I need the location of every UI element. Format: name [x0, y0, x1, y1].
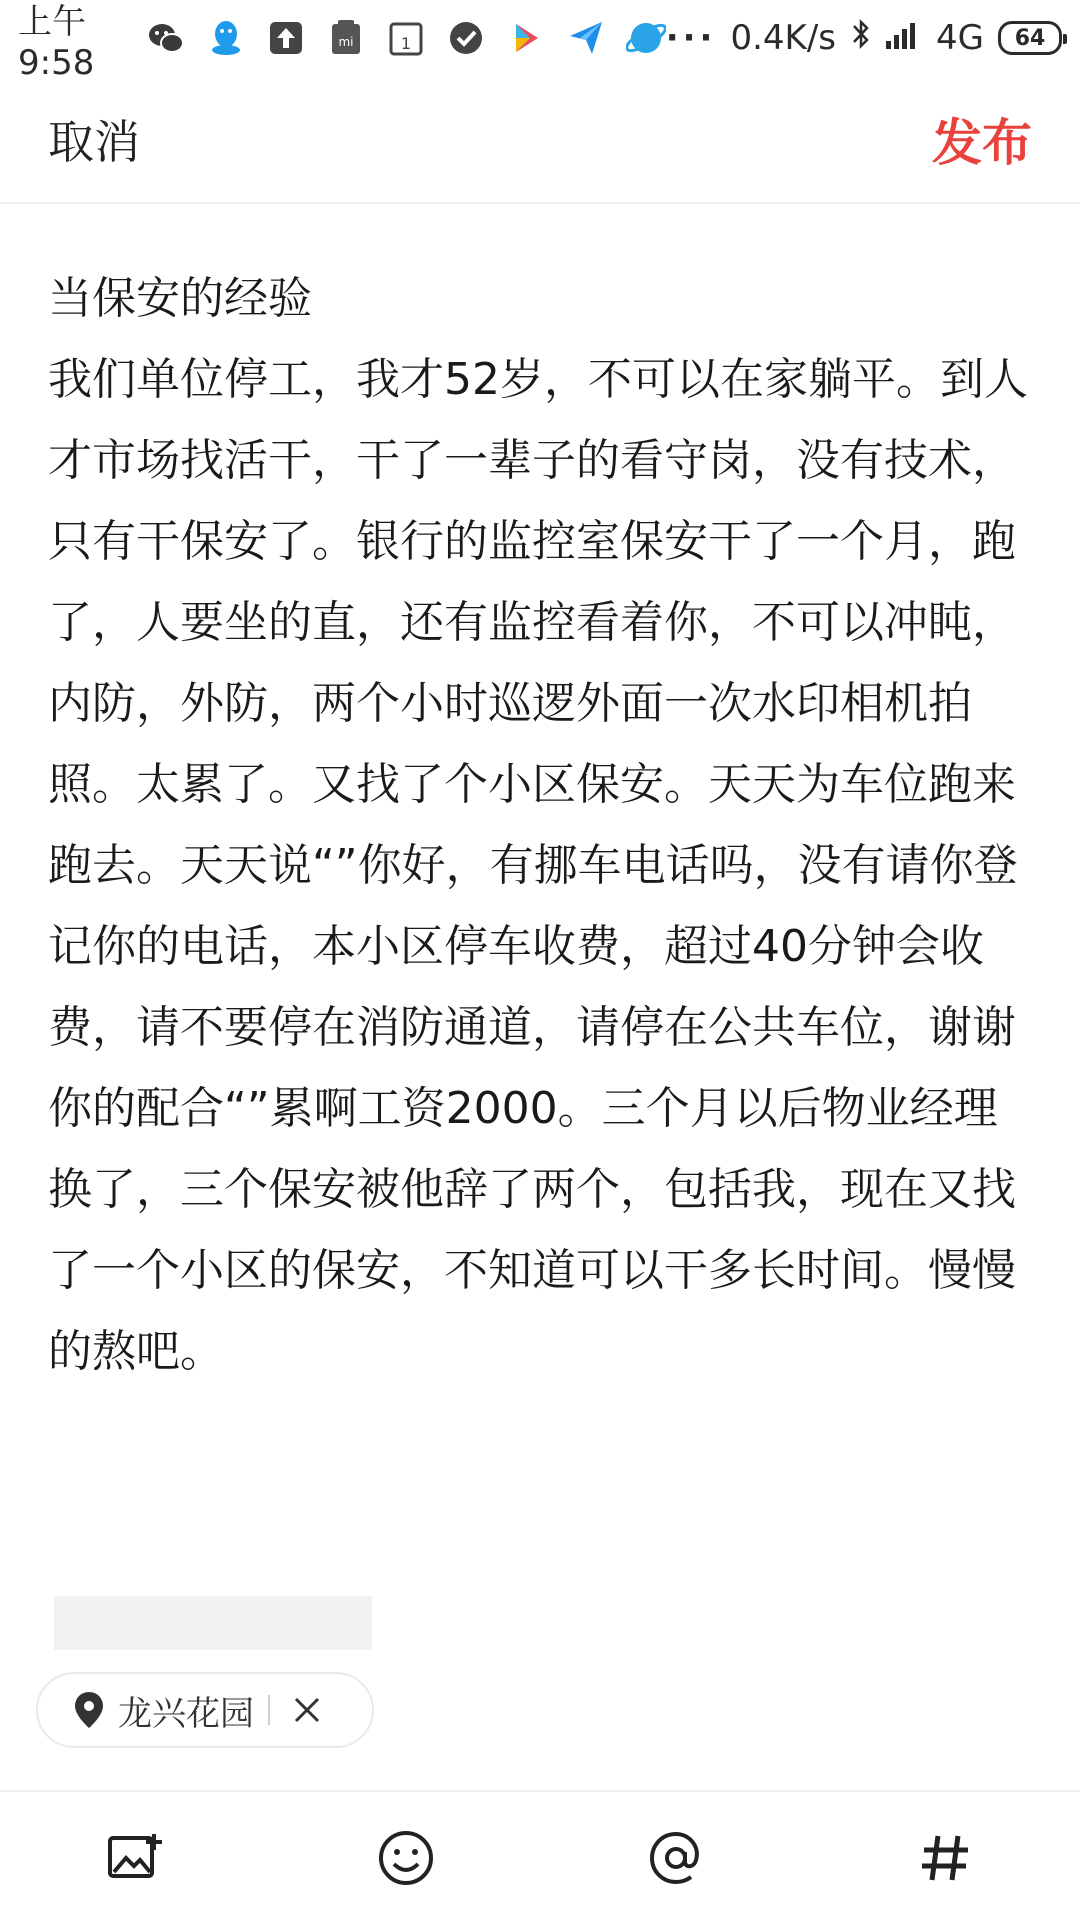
- emoji-icon[interactable]: [374, 1826, 438, 1890]
- location-pin-icon: [72, 1690, 106, 1730]
- bottom-toolbar: [0, 1790, 1080, 1920]
- wechat-icon: [146, 18, 186, 58]
- post-editor[interactable]: [48, 258, 1038, 1392]
- network-type: 4G: [936, 18, 984, 58]
- svg-text:mi: mi: [338, 35, 354, 49]
- mi-icon: [326, 18, 366, 58]
- check-icon: [446, 18, 486, 58]
- status-bar: [0, 0, 1080, 83]
- location-chip[interactable]: [36, 1672, 374, 1748]
- location-name: 龙兴花园: [118, 1693, 254, 1734]
- battery-level: 64: [1014, 25, 1046, 51]
- top-nav: [0, 76, 1080, 204]
- signal-icon: [886, 18, 922, 58]
- upload-icon: [266, 18, 306, 58]
- notification-icons: [146, 18, 666, 58]
- status-time: 上午9:58: [18, 1, 95, 83]
- status-right: [666, 17, 1062, 60]
- bluetooth-icon: [850, 17, 872, 60]
- network-speed: 0.4K/s: [730, 18, 837, 58]
- image-add-icon[interactable]: [104, 1826, 168, 1890]
- cancel-button[interactable]: 取消: [48, 115, 140, 169]
- send-icon: [566, 18, 606, 58]
- play-store-icon: [506, 18, 546, 58]
- svg-text:1: 1: [400, 34, 411, 53]
- post-body: 我们单位停工，我才52岁，不可以在家躺平。到人才市场找活干，干了一辈子的看守岗，没有技术，只有干保安了。银行的监控室保安干了一个月，跑了，人要坐的直，还有监控看着你，不可以冲盹，内防，外防，两个小时巡逻外面一次水印相机拍照。太累了。又找了个小区保安。天天为车位跑来跑去。天天说“”你好，有挪车电话吗，没有请你登记你的电话，本小区停车收费，超过40分钟会收费，请不要停在消防通道，请停在公共车位，谢谢你的配合“”累啊工资2000。三个月以后物业经理换了，三个保安被他辞了两个，包括我，现在又找了一个小区的保安，不知道可以干多长时间。慢慢的熬吧。: [48, 354, 1028, 1377]
- calendar-icon: [386, 18, 426, 58]
- browser-icon: [626, 18, 666, 58]
- mention-icon[interactable]: [644, 1826, 708, 1890]
- overflow-dots: ···: [665, 18, 717, 58]
- hashtag-icon[interactable]: [914, 1826, 978, 1890]
- post-title-line: 当保安的经验: [48, 273, 312, 324]
- chip-divider: [268, 1695, 270, 1725]
- close-icon[interactable]: [292, 1695, 322, 1725]
- publish-button[interactable]: 发布: [932, 114, 1032, 172]
- battery-icon: [998, 21, 1062, 55]
- placeholder-bar: [54, 1596, 372, 1650]
- qq-icon: [206, 18, 246, 58]
